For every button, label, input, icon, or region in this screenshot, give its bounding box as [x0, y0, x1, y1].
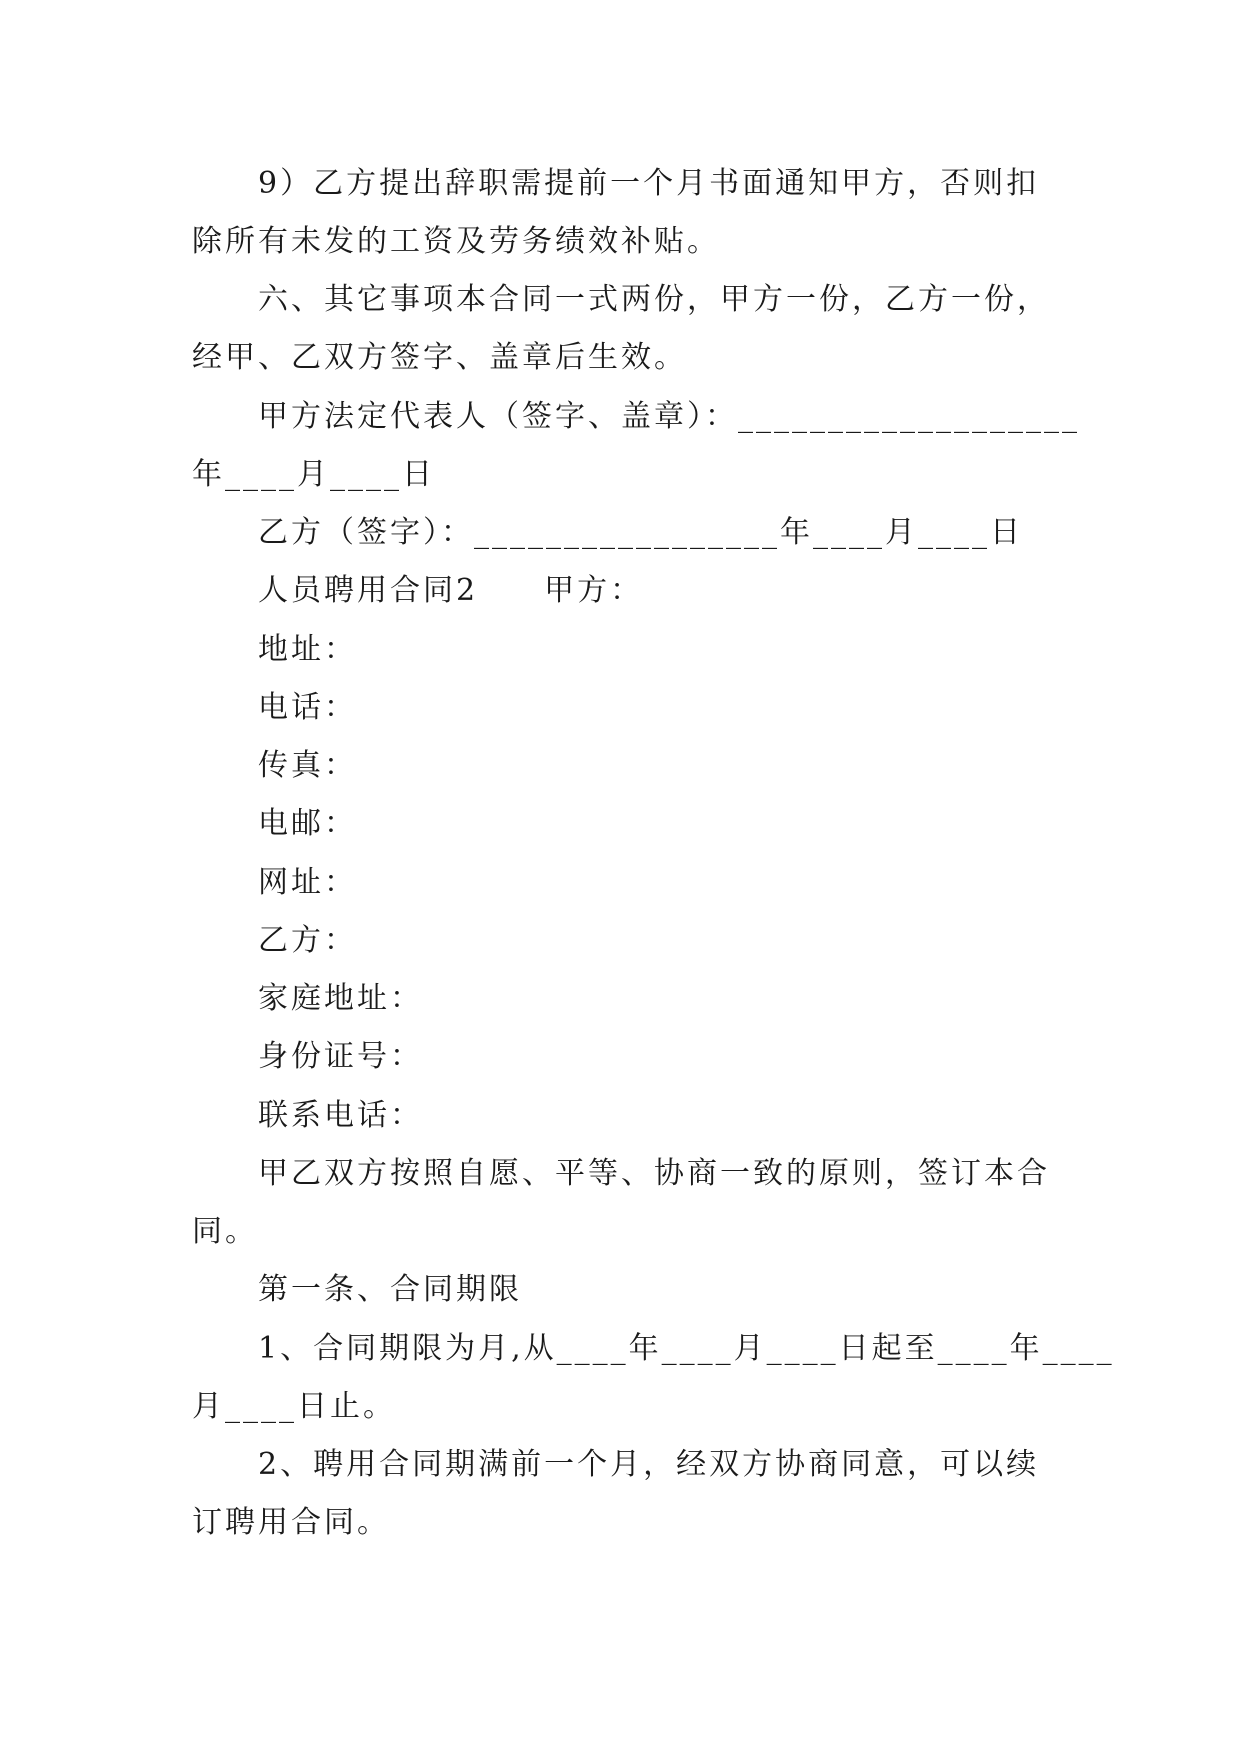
text-line: 乙方（签字）：_________________年____月____日	[258, 515, 1023, 550]
text-line: 甲方法定代表人（签字、盖章）：___________________	[258, 399, 1080, 434]
field-label: 身份证号：	[258, 1039, 423, 1074]
field-label: 电邮：	[258, 806, 357, 841]
field-label: 联系电话：	[258, 1098, 423, 1133]
text-line: 经甲、乙双方签字、盖章后生效。	[192, 340, 687, 375]
text-line: 订聘用合同。	[192, 1505, 390, 1540]
text-line: 除所有未发的工资及劳务绩效补贴。	[192, 224, 720, 259]
text-line: 年____月____日	[192, 457, 435, 492]
text-line: 六、其它事项本合同一式两份，甲方一份，乙方一份，	[258, 282, 1050, 317]
text-line: 2、聘用合同期满前一个月，经双方协商同意，可以续	[258, 1447, 1040, 1482]
text-line: 甲乙双方按照自愿、平等、协商一致的原则，签订本合	[258, 1156, 1050, 1191]
section-heading: 第一条、合同期限	[258, 1272, 522, 1307]
text-line: 1、合同期限为月,从____年____月____日起至____年____	[258, 1331, 1115, 1366]
text-line: 9）乙方提出辞职需提前一个月书面通知甲方，否则扣	[258, 166, 1040, 201]
field-label: 网址：	[258, 865, 357, 900]
field-label: 乙方：	[258, 923, 357, 958]
field-label: 电话：	[258, 690, 357, 725]
field-label: 地址：	[258, 632, 357, 667]
text-line: 同。	[192, 1214, 258, 1249]
field-label: 家庭地址：	[258, 981, 423, 1016]
contract-heading: 人员聘用合同2 甲方：	[258, 573, 644, 608]
field-label: 传真：	[258, 748, 357, 783]
text-line: 月____日止。	[192, 1389, 396, 1424]
